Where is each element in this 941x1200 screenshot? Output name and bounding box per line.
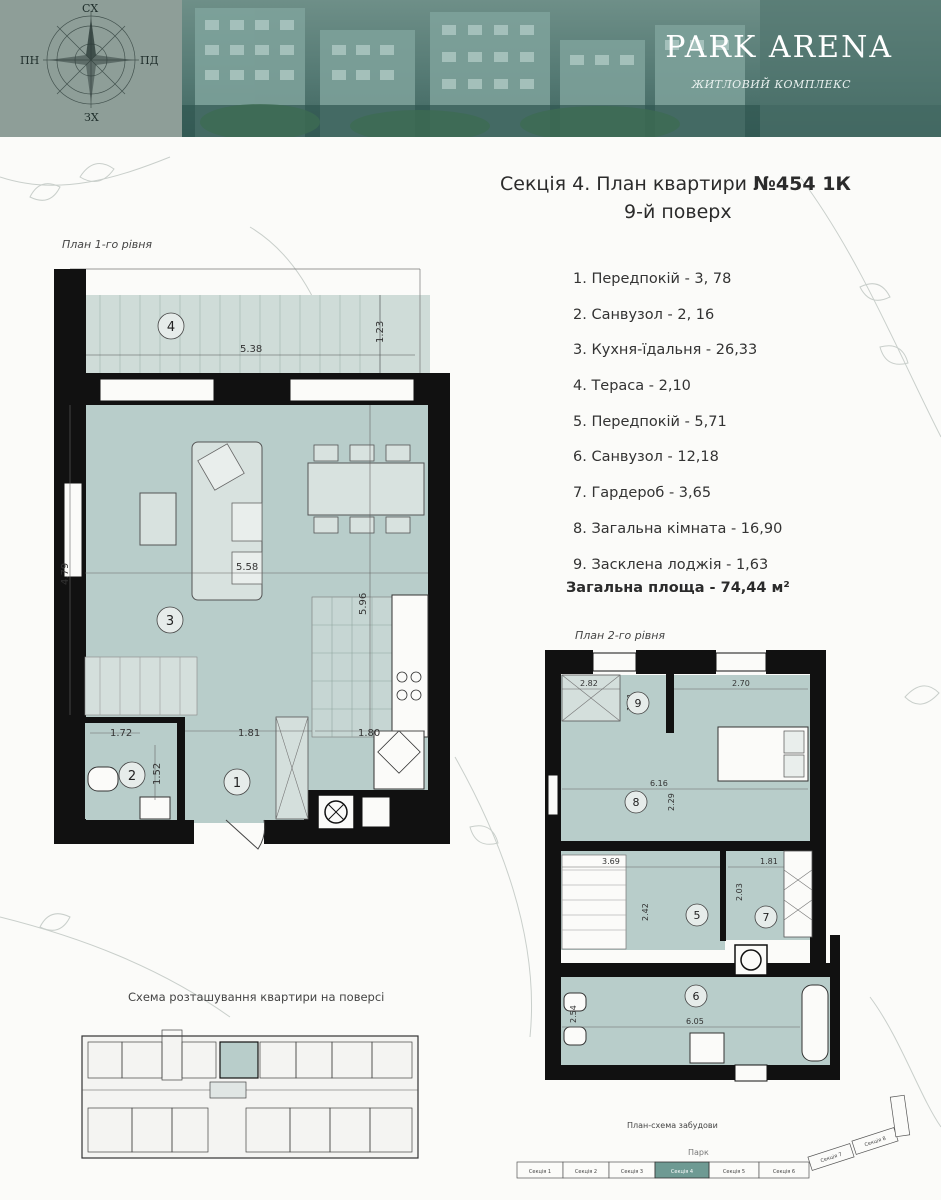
floor-scheme-map	[80, 1020, 420, 1170]
compass-rose	[0, 0, 182, 137]
section-3-label: Секція 3	[620, 1169, 644, 1175]
site-plan-caption: План-схема забудови	[627, 1121, 718, 1130]
header-banner	[0, 0, 941, 137]
section-label: Секція 4. План квартири	[500, 173, 754, 195]
room-list-item: 3. Кухня-їдальня - 26,33	[573, 342, 758, 359]
room-list-item: 6. Санвузол - 12,18	[573, 449, 719, 466]
dim-hall-width-b: 1.80	[358, 728, 381, 739]
floor-plan-level-2	[540, 645, 840, 1085]
room-list-item: 5. Передпокій - 5,71	[573, 413, 727, 430]
dim-hall-width: 3.69	[602, 857, 620, 866]
room-list-item: 4. Тераса - 2,10	[573, 378, 691, 395]
dim-terrace-width: 5.38	[240, 344, 263, 355]
compass-north-label: СХ	[82, 2, 99, 15]
section-1-label: Секція 1	[528, 1169, 552, 1175]
room-list-item: 2. Санвузол - 2, 16	[573, 306, 715, 323]
floor-plan-level-1	[40, 255, 500, 855]
dim-kitchen-depth: 5.96	[358, 592, 369, 615]
room-number-2: 2	[127, 769, 137, 784]
dim-wardrobe-width: 1.81	[760, 857, 778, 866]
room-number-7: 7	[762, 911, 770, 924]
section-4-label: Секція 4	[670, 1169, 694, 1175]
room-list-item: 7. Гардероб - 3,65	[573, 485, 712, 502]
room-number-5: 5	[693, 909, 701, 922]
dim-bath-depth: 2.54	[569, 1005, 578, 1023]
site-plan-park-label: Парк	[688, 1148, 709, 1157]
dim-room-depth: 2.29	[667, 793, 676, 811]
dim-bath-width: 1.72	[110, 728, 133, 739]
site-plan-map	[515, 1090, 935, 1200]
brand-title: PARK ARENA	[665, 30, 893, 65]
room-number-4: 4	[166, 320, 176, 335]
dim-hall-depth: 2.42	[641, 903, 650, 921]
total-area: Загальна площа - 74,44 м²	[566, 580, 790, 596]
section-2-label: Секція 2	[574, 1169, 598, 1175]
apartment-number: №454 1К	[753, 173, 851, 195]
dim-kitchen-width: 5.58	[236, 562, 259, 573]
dim-room-width: 2.70	[732, 679, 750, 688]
dim-room-length: 6.16	[650, 779, 668, 788]
section-8-label: Секція 8	[863, 1135, 887, 1149]
room-list-item: 8. Загальна кімната - 16,90	[573, 520, 783, 537]
plan2-caption: План 2-го рівня	[575, 629, 666, 642]
dim-terrace-depth: 1.23	[375, 320, 386, 343]
room-number-8: 8	[632, 796, 640, 809]
room-number-9: 9	[634, 697, 642, 710]
dim-loggia-width: 2.82	[580, 679, 598, 688]
dim-kitchen-height: 4.79	[60, 562, 71, 585]
plan1-caption: План 1-го рівня	[62, 238, 153, 251]
room-number-1: 1	[232, 776, 242, 791]
floor-scheme-caption: Схема розташування квартири на поверсі	[128, 990, 385, 1004]
section-7-label: Секція 7	[819, 1151, 843, 1165]
dim-bath-width: 6.05	[686, 1017, 704, 1026]
compass-west-label: ПН	[20, 54, 40, 67]
dim-wardrobe-depth: 2.03	[735, 883, 744, 901]
room-list	[573, 262, 782, 583]
plan-title	[500, 173, 851, 195]
dim-bath-depth: 1.52	[152, 762, 163, 785]
compass-south-label: ЗХ	[84, 111, 99, 124]
section-6-label: Секція 6	[772, 1169, 796, 1175]
room-list-item: 9. Засклена лоджія - 1,63	[573, 556, 769, 573]
room-list-item: 1. Передпокій - 3, 78	[573, 271, 732, 287]
room-number-3: 3	[165, 614, 175, 629]
dim-hall-width-a: 1.81	[238, 728, 261, 739]
section-5-label: Секція 5	[722, 1169, 746, 1175]
compass-east-label: ПД	[140, 54, 159, 67]
room-number-6: 6	[692, 990, 700, 1003]
floor-label: 9-й поверх	[624, 201, 732, 223]
brand-subtitle: ЖИТЛОВИЙ КОМПЛЕКС	[691, 78, 851, 91]
